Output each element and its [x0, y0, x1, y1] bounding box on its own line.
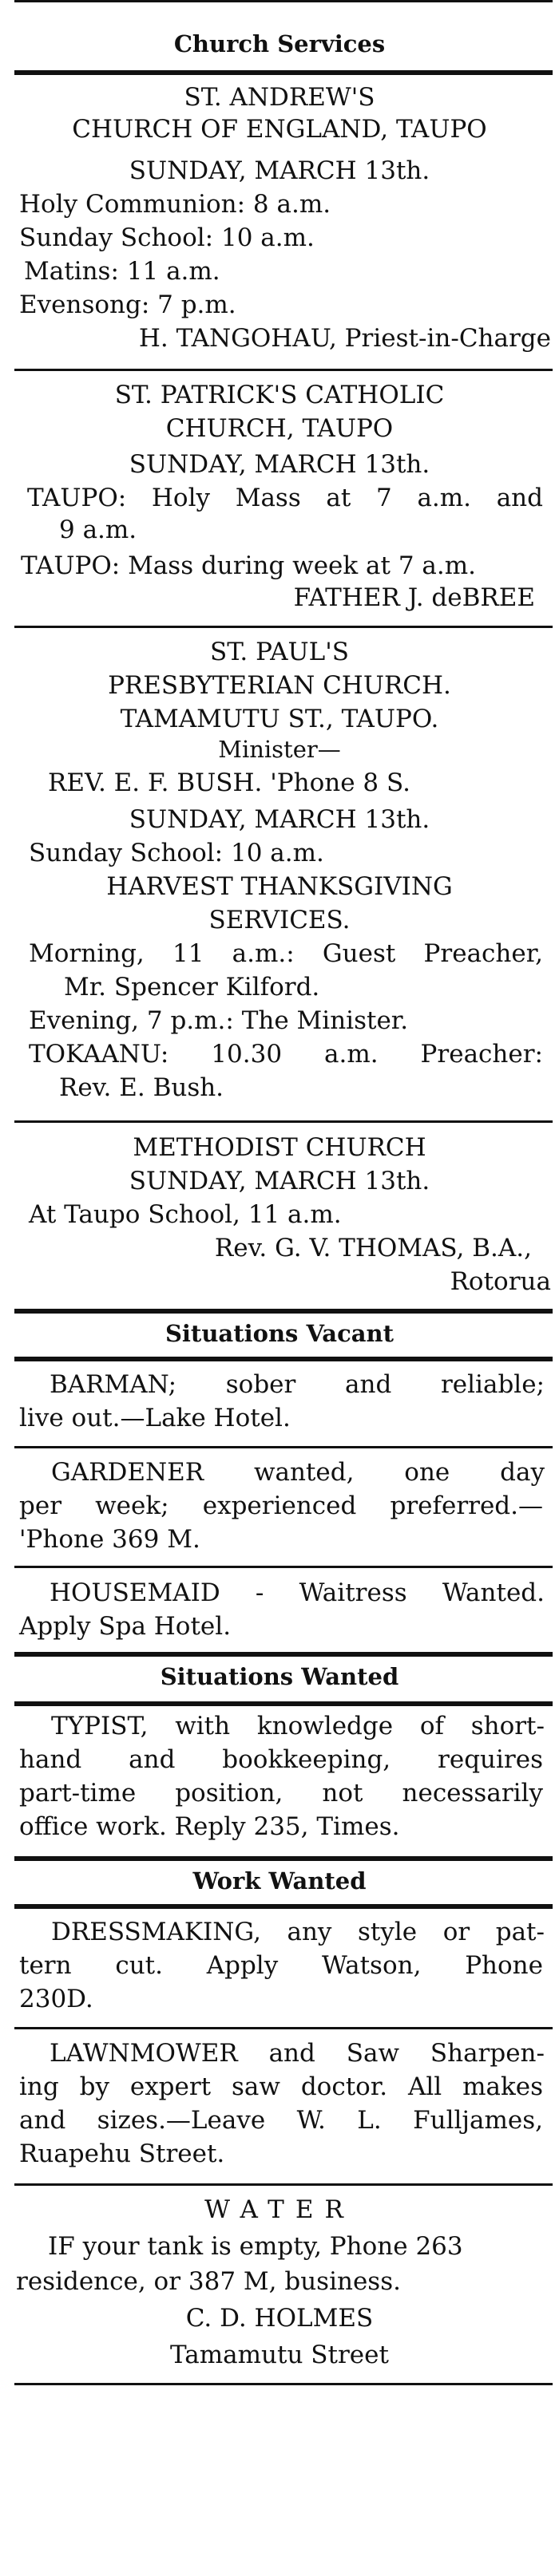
- dressmaking-ad-3: 230D.: [19, 1985, 93, 2013]
- rule: [14, 1904, 553, 1909]
- gardener-ad: GARDENER wanted, one day: [51, 1458, 545, 1487]
- housemaid-ad-2: Apply Spa Hotel.: [19, 1612, 232, 1641]
- st-patricks-line: TAUPO: Holy Mass at 7 a.m. and: [27, 484, 543, 512]
- st-patricks-line: TAUPO: Mass during week at 7 a.m.: [21, 551, 476, 580]
- housemaid-ad: HOUSEMAID - Waitress Wanted.: [50, 1578, 545, 1607]
- water-line-2: residence, or 387 M, business.: [16, 2267, 401, 2296]
- water-line: IF your tank is empty, Phone 263: [48, 2232, 463, 2261]
- st-andrews-name: ST. ANDREW'S: [184, 83, 375, 112]
- top-rule: [14, 0, 553, 2]
- rule: [14, 1566, 553, 1568]
- typist-ad-4: office work. Reply 235, Times.: [19, 1812, 400, 1841]
- st-pauls-line: Sunday School: 10 a.m.: [29, 839, 324, 867]
- st-pauls-name: ST. PAUL'S: [210, 638, 349, 666]
- rule: [14, 1120, 553, 1123]
- st-andrews-name-2: CHURCH OF ENGLAND, TAUPO: [72, 115, 487, 144]
- st-pauls-address: TAMAMUTU ST., TAUPO.: [120, 705, 439, 733]
- typist-ad: TYPIST, with knowledge of short-: [51, 1712, 545, 1740]
- water-name: C. D. HOLMES: [185, 2304, 374, 2333]
- st-andrews-date: SUNDAY, MARCH 13th.: [129, 156, 430, 185]
- lawnmower-ad-3: and sizes.—Leave W. L. Fulljames,: [19, 2106, 543, 2135]
- gardener-ad-2: per week; experienced preferred.—: [19, 1491, 543, 1520]
- rule: [14, 1446, 553, 1448]
- st-andrews-line: Evensong: 7 p.m.: [19, 290, 236, 319]
- lawnmower-ad-4: Ruapehu Street.: [19, 2139, 225, 2168]
- barman-ad-2: live out.—Lake Hotel.: [19, 1404, 291, 1432]
- st-pauls-harvest: HARVEST THANKSGIVING: [106, 872, 453, 901]
- lawnmower-ad: LAWNMOWER and Saw Sharpen-: [50, 2039, 545, 2068]
- st-pauls-harvest-2: SERVICES.: [208, 906, 351, 934]
- rule: [14, 1652, 553, 1657]
- work-wanted-header: Work Wanted: [192, 1867, 367, 1894]
- st-pauls-line: TOKAANU: 10.30 a.m. Preacher:: [29, 1040, 543, 1069]
- situations-wanted-header: Situations Wanted: [160, 1663, 399, 1690]
- rule: [14, 1856, 553, 1861]
- dressmaking-ad-2: tern cut. Apply Watson, Phone: [19, 1951, 543, 1980]
- st-patricks-name: ST. PATRICK'S CATHOLIC: [114, 381, 445, 409]
- st-andrews-line: Sunday School: 10 a.m.: [19, 223, 315, 252]
- barman-ad: BARMAN; sober and reliable;: [50, 1370, 545, 1399]
- rule: [14, 70, 553, 75]
- gardener-ad-3: 'Phone 369 M.: [19, 1525, 200, 1554]
- st-pauls-line: Evening, 7 p.m.: The Minister.: [29, 1006, 409, 1035]
- rule: [14, 1357, 553, 1361]
- st-patricks-date: SUNDAY, MARCH 13th.: [129, 450, 430, 479]
- methodist-minister: Rev. G. V. THOMAS, B.A.,: [214, 1234, 532, 1262]
- st-patricks-name-2: CHURCH, TAUPO: [165, 414, 394, 443]
- water-title: WATER: [204, 2195, 355, 2224]
- rule: [14, 1701, 553, 1706]
- st-pauls-line: Rev. E. Bush.: [59, 1073, 224, 1102]
- methodist-date: SUNDAY, MARCH 13th.: [129, 1167, 430, 1195]
- rule: [14, 1309, 553, 1314]
- rule: [14, 2027, 553, 2029]
- st-patricks-line: 9 a.m.: [59, 516, 137, 544]
- st-pauls-line: Mr. Spencer Kilford.: [64, 973, 320, 1002]
- st-patricks-priest: FATHER J. deBREE: [293, 583, 535, 612]
- rule: [14, 369, 553, 371]
- st-andrews-priest: H. TANGOHAU, Priest-in-Charge: [138, 324, 551, 353]
- st-pauls-date: SUNDAY, MARCH 13th.: [129, 805, 430, 834]
- water-street: Tamamutu Street: [170, 2341, 389, 2369]
- rule: [14, 626, 553, 628]
- st-andrews-line: Matins: 11 a.m.: [24, 257, 220, 286]
- st-pauls-line: Morning, 11 a.m.: Guest Preacher,: [29, 939, 543, 968]
- methodist-town: Rotorua: [450, 1267, 551, 1296]
- rule: [14, 2183, 553, 2186]
- st-pauls-minister-label: Minister—: [218, 736, 341, 763]
- church-services-header: Church Services: [173, 30, 386, 57]
- st-pauls-minister: REV. E. F. BUSH. 'Phone 8 S.: [48, 768, 410, 797]
- methodist-line: At Taupo School, 11 a.m.: [29, 1200, 342, 1229]
- methodist-name: METHODIST CHURCH: [133, 1133, 426, 1162]
- situations-vacant-header: Situations Vacant: [165, 1320, 394, 1347]
- lawnmower-ad-2: ing by expert saw doctor. All makes: [19, 2072, 543, 2101]
- dressmaking-ad: DRESSMAKING, any style or pat-: [51, 1918, 545, 1946]
- typist-ad-3: part-time position, not necessarily: [19, 1779, 543, 1808]
- st-pauls-name-2: PRESBYTERIAN CHURCH.: [108, 671, 451, 700]
- typist-ad-2: hand and bookkeeping, requires: [19, 1745, 543, 1774]
- bottom-rule: [14, 2383, 553, 2385]
- st-andrews-line: Holy Communion: 8 a.m.: [19, 190, 331, 219]
